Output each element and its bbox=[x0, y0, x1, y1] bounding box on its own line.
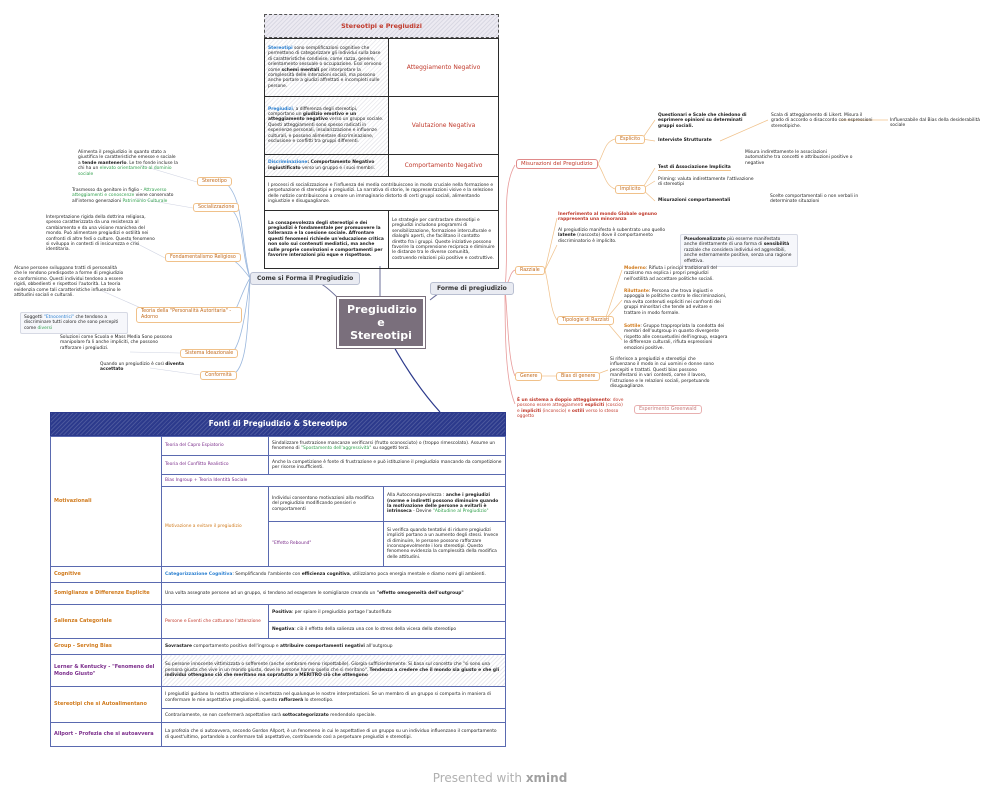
central-topic-line1: Pregiudizio e bbox=[347, 303, 417, 329]
note-text: Trasmesso da genitore in figlio - bbox=[72, 188, 144, 193]
stereotipi-pregiudizi-table bbox=[264, 14, 499, 269]
razziale-text bbox=[558, 228, 673, 244]
row-text bbox=[162, 709, 506, 723]
row-text: Individui consentono motivazioni alla modifica del pregiudizio modificando pensieri e comportamenti bbox=[269, 487, 384, 522]
note-green: Patrimonio Culturale bbox=[122, 198, 168, 204]
genere-note: Si riferisce a pregiudizi e stereotipi che influenzano il modo in cui uomini e donne sono percepiti e trattati. Questi bias possono manifestarsi in vari contesti, come il lavoro, l'istruzione e le relazioni sociali, perpetuando disuguaglianze. bbox=[610, 357, 714, 390]
row-text bbox=[162, 655, 506, 687]
row-text bbox=[269, 622, 506, 639]
table-row bbox=[51, 583, 506, 605]
note-fondamentalismo: Interpretazione rigida della dottrina religiosa, spesso caratterizzata da una resistenza al cambiamento e da una visione manichea del mondo. Può alimentare pregiudizi e ostilità nei confronti di altre fedi o culture. Questo fenomeno si sviluppa in contesti di insicurezza e crisi identitaria. bbox=[46, 215, 155, 253]
cell-bold: attribuire comportamenti negativi bbox=[280, 643, 365, 649]
row-text bbox=[269, 605, 506, 622]
result-cell: Comportamento Negativo bbox=[389, 155, 499, 177]
consapevolezza-cell: La consapevolezza degli stereotipi e dei pregiudizi è fondamentale per promuovere la tolleranza e la coesione sociale. Affrontare questi fenomeni richiede un'educazione critica non solo sui contenuti mediatici, ma anche sulle proprie convinzioni e comportamenti per favorire interazioni più eque e rispettose. bbox=[265, 211, 389, 269]
branch-bias-genere[interactable]: Bias di genere bbox=[556, 372, 600, 381]
cell-bold: "effetto omogeneità dell'outgroup" bbox=[376, 590, 464, 596]
note-text: Quando un pregiudizio è così bbox=[100, 362, 166, 367]
row-label: Teoria del Conflitto Realistico bbox=[162, 456, 269, 475]
cell-text: : Semplificando l'ambiente con bbox=[232, 571, 302, 577]
table-row bbox=[51, 655, 506, 687]
cell-bold: Positiva bbox=[272, 610, 292, 616]
row-label: Bias Ingroup + Teoria Identità Sociale bbox=[162, 475, 506, 487]
table-row bbox=[51, 567, 506, 583]
definition-bold: schemi mentali bbox=[281, 67, 320, 73]
cell-text: rendendolo speciale. bbox=[328, 712, 376, 718]
branch-genere[interactable]: Genere bbox=[515, 372, 542, 381]
term-pregiudizi: Pregiudizi bbox=[268, 106, 293, 112]
cat-somiglianze: Somiglianze e Differenze Esplicite bbox=[51, 583, 162, 605]
esplicito-likert: Scala di atteggiamento di Likert. Misura il grado di accordo o disaccordo con espressioni stereotipiche. bbox=[771, 113, 873, 129]
row-text bbox=[162, 687, 506, 709]
implicito-misurazioni: Misurazioni comportamentali bbox=[658, 198, 731, 203]
note-bold: latente bbox=[558, 233, 576, 239]
esplicito-questionari: Questionari e Scale che chiedono di esprimere opinioni su determinati gruppi sociali. bbox=[658, 113, 747, 129]
definition-text: sono semplificazioni cognitive che permettono di categorizzare gli individui sulla base di caratteristiche condivise, come razza, genere, orientamento sessuale o occupazione. Essi servono come bbox=[268, 45, 382, 73]
table-row bbox=[265, 155, 499, 177]
implicito-misurazioni-note: Scelte comportamentali o non verbali in determinate situazioni bbox=[770, 194, 859, 205]
presented-with-footer bbox=[0, 771, 1000, 785]
cell-bold: rafforzerà bbox=[278, 697, 304, 703]
row-label: Motivazione a evitare il pregiudizio bbox=[162, 487, 269, 567]
type-name: Riluttante bbox=[624, 289, 649, 294]
note-bold: tende mantenerlo bbox=[82, 160, 127, 166]
definition-text: per interpretare la complessità delle interazioni sociali, ma possono anche portare a giudizi affrettati e incompleti sulle persone. bbox=[268, 67, 380, 89]
note-red: È un sistema a doppio atteggiamento bbox=[517, 398, 610, 403]
branch-label: Teoria della "Personalità Autoritaria" - Adorno bbox=[141, 309, 232, 320]
table-row bbox=[265, 97, 499, 155]
note-text: più esserne manifestato anche direttamente di una forma di bbox=[684, 237, 781, 248]
branch-misurazioni[interactable]: Misurazioni del Pregiudizio bbox=[516, 159, 598, 169]
razzista-sottile bbox=[624, 324, 729, 351]
razzista-moderno bbox=[624, 266, 729, 282]
branch-razziale[interactable]: Razziale bbox=[515, 266, 545, 275]
branch-tipologie-razzisti[interactable]: Tipologie di Razzisti bbox=[557, 316, 614, 325]
note-bold: impliciti bbox=[521, 408, 542, 414]
branch-fondamentalismo[interactable]: Fondamentalismo Religioso bbox=[165, 253, 241, 262]
note-sistema: Soluzioni come Scuola e Mass Media Sono possono manipolare fa li anche impliciti, che possono rafforzare i pregiudizi. bbox=[60, 335, 173, 351]
term-discriminazione: Discriminazione bbox=[268, 160, 308, 166]
type-text: : Persona che trova ingiusti e appoggia le politiche contro le discriminazioni, ma evita contenuti espliciti nei confronti dei gruppi minoritari che tende ad evitare e trattare in modo formale. bbox=[624, 289, 727, 316]
branch-stereotipo[interactable]: Stereotipo bbox=[197, 177, 232, 186]
note-conformita bbox=[100, 362, 190, 373]
cat-motivazionali: Motivazionali bbox=[51, 437, 162, 567]
cat-salienza: Salienza Categoriale bbox=[51, 605, 162, 639]
note-bold: ostili bbox=[571, 408, 585, 414]
wide-text-cell: I processi di socializzazione e l'influenza dei media contribuiscono in modo cruciale nella formazione e perpetuazione di stereotipi e pregiudizi. La narrativa di storie, le rappresentazioni visive e la selezione delle notizie contribuiscono a creare un immaginario distorto di certi gruppi sociali, alimentando ingiustizie e disuguaglianze. bbox=[265, 177, 499, 211]
row-text: La profezia che si autoavvera, secondo Gordon Allport, è un fenomeno in cui le aspettative di un gruppo su un individuo influenzano il comportamento di quest'ultimo, portandolo a confermare tali aspettative, contribuendo così a perpetuare pregiudizi e stereotipi. bbox=[162, 723, 506, 747]
row-text bbox=[269, 437, 506, 456]
note-bold: sensibilità bbox=[763, 242, 790, 248]
footer-prefix: Presented with bbox=[432, 771, 526, 785]
razzista-riluttante bbox=[624, 289, 729, 316]
cell-text: : ciò il effetto della salienza una con lo stress della vicesa dello stereotipo bbox=[294, 627, 457, 633]
branch-socializzazione[interactable]: Socializzazione bbox=[193, 203, 239, 212]
definition-cell bbox=[265, 39, 389, 97]
cell-text: Sindalizzare frustrazione mancanze verificarsi (frutto sconosciuto) o (troppo rimescolato). Assume un fenomeno di bbox=[272, 440, 496, 451]
cell-text: all'outgroup bbox=[364, 643, 393, 649]
row-text bbox=[384, 487, 506, 522]
definition-text: verso un gruppo e i suoi membri. bbox=[300, 165, 375, 171]
cell-text: Contrariamente, se non confermerà aspettative sarà bbox=[165, 712, 283, 718]
note-text: razziale che considera individui ed aggredibili, anche esternamente positive, senza una ragione effettiva. bbox=[684, 247, 792, 264]
note-text: Alimenta il pregiudizio in quanto stato a giustifica le caratteristiche emesse e sociale a bbox=[78, 150, 176, 166]
cat-allport: Allport - Profezia che si autoavvera bbox=[51, 723, 162, 747]
hub-come-si-forma[interactable]: Come si Forma il Pregiudizio bbox=[250, 272, 360, 285]
cat-cognitive: Cognitive bbox=[51, 567, 162, 583]
note-bold: diventa accettato bbox=[100, 362, 184, 373]
note-personalita: Alcune persone sviluppano tratti di personalità che le rendono predisposte a forme di pregiudizio e conformismo. Questi individui tendono a essere rigidi, obbedienti e rispettosi l'autorità. La teoria evidenzia come tali caratteristiche influenzino le attitudini sociali e culturali. bbox=[14, 266, 124, 299]
pill-esperimento-greenwald[interactable]: Esperimento Greenwald bbox=[634, 405, 702, 414]
type-text: : Rifiuta i principi tradizionali del razzismo ma esplica i propri pregiudizi nell'ostilità ad accettare politiche sociali. bbox=[624, 266, 718, 282]
note-text: Al pregiudizio manifesto è subentrato uno quello bbox=[558, 228, 666, 233]
branch-esplicito[interactable]: Esplicito bbox=[615, 135, 645, 144]
esplicito-bias: Influenzabile dal Bias della desiderabilità sociale bbox=[890, 118, 980, 129]
row-text: Si verifica quando tentativi di ridurre pregiudizi impliciti portano a un aumento degli stessi. Invece di diminuire, le persone possono rafforzare inconsapevolmente i loro stereotipi. Questo fenomeno evidenzia la complessità della modifica delle attitudini. bbox=[384, 522, 506, 567]
cat-group-serving: Group - Serving Bias bbox=[51, 639, 162, 655]
note-text: verso lo stesso oggetto bbox=[517, 408, 619, 420]
note-text: . Le tre fonde incluse la chi ha un bbox=[78, 160, 178, 172]
cell-text: Una volta assegnate persone ad un gruppo, si tendono ad esagerare le somiglianze creando un bbox=[165, 590, 377, 596]
type-name: Sottile bbox=[624, 324, 641, 329]
note-stereotipo bbox=[78, 150, 178, 177]
result-cell: Atteggiamento Negativo bbox=[389, 39, 499, 97]
table-row bbox=[265, 177, 499, 211]
definition-cell bbox=[265, 97, 389, 155]
type-text: : Gruppo trappropriata la condotta dei membri dell'outgroup in quanto divergente rispetto alle consuetudini dell'ingroup, esagera le differenze culturali, rifiuta espressioni emozioni positive. bbox=[624, 324, 728, 351]
table-row bbox=[51, 639, 506, 655]
cell-bold: sottocategorizzato bbox=[282, 712, 329, 718]
cat-lerner: Lerner & Kentucky - "Fenomeno del Mondo Giusto" bbox=[51, 655, 162, 687]
note-text: : dove possono essere atteggiamenti bbox=[517, 398, 624, 409]
note-green: Attraverso atteggiamenti e conoscenze bbox=[72, 188, 167, 199]
cell-text: I pregiudizi guidano la nostra attenzione e incertezza nel qualunque le nostre interpretazioni. Se un membro di un gruppo si comporta in maniera di confermare le mie aspettative pregiudiziali, questo bbox=[165, 692, 491, 703]
cell-bold: Tendenza a credere che il mondo sia giusto e che gli individui ottengano ciò che meritano ma sopratutto a MERITRO ciò che ottengono bbox=[165, 667, 500, 679]
type-name: Moderno bbox=[624, 266, 646, 271]
razziale-heading: Inerferimento al mondo Globale ognuno rappresenta una minoranza bbox=[558, 212, 657, 223]
implicito-test: Test di Associazione Implicita bbox=[658, 165, 731, 170]
cell-text: Alla Autoconsapevolezza : bbox=[387, 493, 446, 499]
cell-green: "Spostamento dell'aggressività" bbox=[300, 446, 372, 451]
table-row bbox=[51, 723, 506, 747]
note-text: (coscio) e bbox=[517, 403, 623, 414]
note-text: viene conservato all'interno generazioni bbox=[72, 193, 174, 204]
fonti-title: Fonti di Pregiudizio & Stereotipo bbox=[50, 412, 506, 436]
branch-implicito[interactable]: Implicito bbox=[615, 185, 646, 194]
table-row bbox=[51, 687, 506, 709]
note-etnocentrici bbox=[20, 312, 128, 334]
row-text bbox=[162, 639, 506, 655]
branch-personalita-autoritaria[interactable] bbox=[136, 307, 242, 323]
definition-cell bbox=[265, 155, 389, 177]
fonti-table bbox=[50, 412, 506, 747]
cell-text: Su persone innocente vittimizzata o sofferente (anche sembrare meno rispettabile). Giorgia sufficientemente. Si basa sul concetto che "si sono una persona giusta che vive in un mondo giusto, dove le persone hanno quello che si meritano". bbox=[165, 662, 490, 673]
razziale-note bbox=[680, 234, 798, 267]
cell-green: "Abitudine al Pregiudizio" bbox=[432, 509, 489, 515]
note-green: elevato orientamento al dominio sociale bbox=[78, 166, 172, 177]
branch-conformita[interactable]: Conformità bbox=[200, 371, 237, 380]
definition-bold: giudizio emotivo e un atteggiamento negativo bbox=[268, 111, 357, 123]
note-text: Soggetti bbox=[24, 315, 44, 320]
implicito-priming: Priming: valuta indirettamente l'attivazione di stereotipi bbox=[658, 177, 754, 188]
note-blue: "Etnocentrici" bbox=[43, 315, 75, 320]
definition-text: , a differenza degli stereotipi, comportano un bbox=[268, 106, 358, 117]
table-title: Stereotipi e Pregiudizi bbox=[264, 14, 499, 38]
definition-text: verso un gruppo sociale. Questi atteggiamenti sono spesso radicati in esperienze personali, insularizzazione e influenze culturali, e possono alimentare discriminazione, esclusione e conflitti tra gruppi differenti. bbox=[268, 117, 384, 145]
implicito-test-note: Misura indirettamente le associazioni automatiche tra concetti e attribuzioni positive o negative bbox=[745, 150, 853, 166]
sexism-note bbox=[517, 398, 625, 420]
cell-bold: Sovrastare bbox=[165, 643, 192, 649]
central-topic-line2: Stereotipi bbox=[350, 329, 412, 342]
cell-text: , utilizziamo poca energia mentale e diamo nomi gli ambienti. bbox=[349, 571, 486, 577]
row-text bbox=[162, 583, 506, 605]
table-row bbox=[265, 39, 499, 97]
cell-bold: anche i pregiudizi (norme e indiretti possono diminuire quando la motivazione delle persone a evitarli è intrinseca bbox=[387, 493, 499, 515]
row-label: Teoria del Capro Espiatorio bbox=[162, 437, 269, 456]
note-text: che tendono a discriminare tutti coloro che sono percepiti come bbox=[24, 315, 119, 331]
row-text bbox=[162, 567, 506, 583]
term-stereotipi: Stereotipi bbox=[268, 45, 293, 51]
note-green: diversi bbox=[37, 325, 53, 331]
cell-text: su soggetti terzi. bbox=[371, 446, 410, 451]
cell-text: comportamento positivo dell'ingroup e bbox=[192, 643, 281, 649]
table-row bbox=[51, 605, 506, 622]
definition-text: : Comportamento Negativo ingiustificato bbox=[268, 160, 375, 171]
row-label: "Effetto Rebound" bbox=[269, 522, 384, 567]
cat-autoalimentano: Stereotipi che si Autoalimentano bbox=[51, 687, 162, 723]
cell-bold: efficienza cognitiva bbox=[301, 571, 350, 577]
branch-sistema-ideazionale[interactable]: Sistema Ideazionale bbox=[180, 349, 238, 358]
central-topic[interactable] bbox=[337, 297, 425, 348]
table-row bbox=[51, 437, 506, 456]
cell-blue: Categorizzazione Cognitiva bbox=[165, 571, 233, 577]
strategie-cell: Le strategie per contrastare stereotipi e pregiudizi includono programmi di sensibilizzazione, formazione interculturale e dialoghi aperti, che facilitano il contatto diretto fra i gruppi. Queste iniziative possono favorire la comprensione reciproca e diminuire le distanze tra le diverse comunità, costruendo relazioni più positive e costruttive. bbox=[389, 211, 499, 269]
cell-text: lo stereotipo. bbox=[303, 697, 334, 703]
hub-forme-pregiudizio[interactable]: Forme di pregiudizio bbox=[430, 282, 514, 295]
note-text: (nascosto) dove il comportamento discriminatorio è implicito. bbox=[558, 233, 653, 244]
esplicito-interviste: Interviste Strutturate bbox=[658, 138, 712, 143]
row-text: Anche la competizione è fonte di frustrazione e può istituzione il pregiudizio mancando da competizione per risorse insufficienti. bbox=[269, 456, 506, 475]
note-text: (inconscio) e bbox=[541, 408, 572, 414]
xmind-logo: xmind bbox=[525, 771, 568, 785]
cell-text: : per spiare il pregiudizio portage l'autorifiuto bbox=[291, 610, 392, 616]
cell-bold: Negativa bbox=[272, 627, 295, 633]
note-bold: Pseudomalizzato bbox=[684, 237, 726, 242]
row-label: Persone e Eventi che catturano l'attenzione bbox=[162, 605, 269, 639]
result-cell: Valutazione Negativa bbox=[389, 97, 499, 155]
note-socializzazione bbox=[72, 188, 182, 204]
note-bold: espliciti bbox=[584, 403, 605, 409]
table-row bbox=[265, 211, 499, 269]
cell-text: - Devine bbox=[411, 509, 433, 515]
